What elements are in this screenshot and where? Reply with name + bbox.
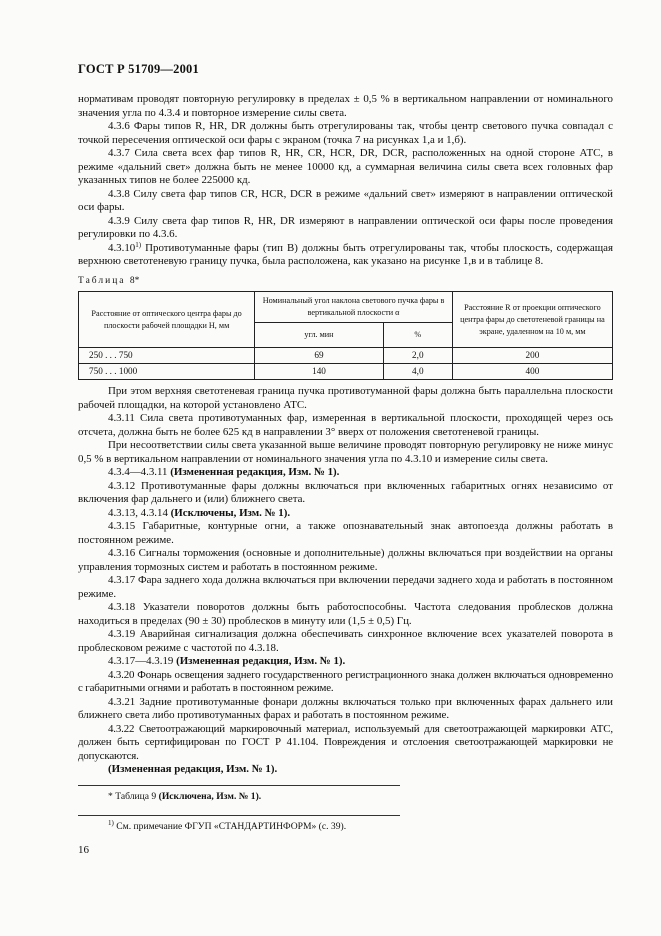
paragraph: При несоответствии силы света указанной выше величине проводят повторную регулировку не ниже минус 0,5 % в вертикальном направлении от номинального значения угла по 4.3.10 и измерение силы света. <box>78 439 613 465</box>
footnote-divider <box>78 815 400 816</box>
footnote <box>78 818 613 833</box>
page-number: 16 <box>78 844 89 856</box>
paragraph <box>78 242 613 269</box>
paragraph: 4.3.15 Габаритные, контурные огни, а также опознавательный знак автопоезда должны работать в постоянном режиме. <box>78 520 613 546</box>
table-8 <box>78 291 613 380</box>
amendment-note: (Измененная редакция, Изм. № 1). <box>170 466 340 478</box>
paragraph: 4.3.9 Силу света фар типов R, HR, DR измеряют в направлении оптической оси фары после проведения регулировки по 4.3.6. <box>78 214 613 240</box>
amendment-note: (Исключены, Изм. № 1). <box>170 506 291 519</box>
paragraph-text: Противотуманные фары (тип В) должны быть отрегулированы так, чтобы плоскость, содержащая верхнюю светотеневую границу пучка, была расположена, как указано на рисунке 1,в и в таблице 8. <box>78 241 613 267</box>
footnote-text: * Таблица 9 <box>108 790 157 802</box>
paragraph: 4.3.11 Сила света противотуманных фар, измеренная в вертикальной плоскости, проходящей через ось отсчета, должна быть не более 625 кд в направлении 3° вверх от положения светотеневой границы. <box>78 412 613 438</box>
paragraph <box>78 507 613 521</box>
paragraph: 4.3.17 Фара заднего хода должна включаться при включении передачи заднего хода и работать в постоянном режиме. <box>78 574 613 600</box>
table-cell: 69 <box>255 348 384 364</box>
footnote-marker: 1) <box>108 818 114 827</box>
table-caption <box>78 275 613 289</box>
table-cell: 750 . . . 1000 <box>79 364 255 380</box>
paragraph <box>78 466 613 480</box>
document-body <box>78 93 613 833</box>
paragraph: 4.3.7 Сила света всех фар типов R, HR, CR, HCR, DR, DCR, расположенных на одной стороне АТС, в режиме «дальний свет» должна быть не менее 10000 кд, а суммарная величина силы света всех головных фар указанных типов не более 225000 кд. <box>78 147 613 186</box>
paragraph: 4.3.19 Аварийная сигнализация должна обеспечивать синхронное включение всех указателей поворота в проблесковом режиме с частотой по 4.3.18. <box>78 628 613 654</box>
column-header-distance: Расстояние R от проекции оптического центра фары до светотеневой границы на экране, удаленном на 10 м, мм <box>452 292 612 348</box>
paragraph: 4.3.16 Сигналы торможения (основные и дополнительные) должны включаться при воздействии на органы управления тормозных систем и работать в постоянном режиме. <box>78 547 613 573</box>
clause-number: 4.3.4—4.3.11 <box>108 466 168 478</box>
paragraph: 4.3.8 Силу света фар типов CR, HCR, DCR в режиме «дальний свет» измеряют в направлении оптической оси фары. <box>78 187 613 213</box>
paragraph: При этом верхняя светотеневая граница пучка противотуманной фары должна быть параллельна плоскости рабочей площадки, на которой установлено АТС. <box>78 385 613 411</box>
footnote-text: См. примечание ФГУП «СТАНДАРТИНФОРМ» (с. 39). <box>113 820 347 832</box>
footnote-marker: 1) <box>135 240 142 249</box>
table-cell: 4,0 <box>383 364 452 380</box>
document-header: ГОСТ Р 51709—2001 <box>78 62 199 76</box>
column-header-angle-pct: % <box>383 323 452 348</box>
paragraph: 4.3.18 Указатели поворотов должны быть работоспособны. Частота следования проблесков должна находиться в пределах (90 ± 30) проблесков в минуту или (1,5 ± 0,5) Гц. <box>78 601 613 627</box>
table-caption-label: Таблица <box>78 275 126 286</box>
clause-number: 4.3.10 <box>108 241 136 254</box>
paragraph: 4.3.20 Фонарь освещения заднего государственного регистрационного знака должен включаться одновременно с габаритными огнями и работать в постоянном режиме. <box>78 668 613 694</box>
table-cell: 200 <box>452 348 612 364</box>
column-header-angle-min: угл. мин <box>255 323 384 348</box>
paragraph: 4.3.12 Противотуманные фары должны включаться при включенных габаритных огнях независимо от включения фар дальнего и (или) ближнего света. <box>78 479 613 505</box>
amendment-note: (Исключена, Изм. № 1). <box>158 790 262 802</box>
clause-number: 4.3.13, 4.3.14 <box>108 506 168 519</box>
paragraph <box>78 763 613 777</box>
paragraph: 4.3.21 Задние противотуманные фонари должны включаться только при включенных фарах дальнего или ближнего света либо противотуманных фарах и работать в постоянном режиме. <box>78 695 613 721</box>
table-caption-number: 8* <box>129 275 140 286</box>
amendment-note: (Измененная редакция, Изм. № 1). <box>176 655 346 667</box>
table-cell: 250 . . . 750 <box>79 348 255 364</box>
column-header-height: Расстояние от оптического центра фары до плоскости рабочей площадки H, мм <box>79 292 255 348</box>
paragraph: 4.3.6 Фары типов R, HR, DR должны быть отрегулированы так, чтобы центр светового пучка совпадал с точкой пересечения оптической оси фары с экраном (точка 7 на рисунках 1,а и 1,б). <box>78 120 613 146</box>
paragraph: 4.3.22 Светоотражающий маркировочный материал, используемый для светоотражающей маркировки АТС, должен быть сертифицирован по ГОСТ Р 41.104. Повреждения и отслоения светоотражающей маркировки не допускаются. <box>78 722 613 762</box>
table-cell: 140 <box>255 364 384 380</box>
clause-number: 4.3.17—4.3.19 <box>108 655 174 667</box>
paragraph <box>78 655 613 669</box>
footnote <box>78 791 613 803</box>
column-header-angle: Номинальный угол наклона светового пучка фары в вертикальной плоскости α <box>255 292 453 323</box>
amendment-note: (Измененная редакция, Изм. № 1). <box>108 763 278 775</box>
footnote-divider <box>78 785 400 786</box>
table-row <box>79 364 613 380</box>
table-cell: 2,0 <box>383 348 452 364</box>
paragraph: нормативам проводят повторную регулировку в пределах ± 0,5 % в вертикальном направлении от номинального значения угла по 4.3.4 и повторное измерение силы света. <box>78 93 613 119</box>
table-row <box>79 348 613 364</box>
table-cell: 400 <box>452 364 612 380</box>
